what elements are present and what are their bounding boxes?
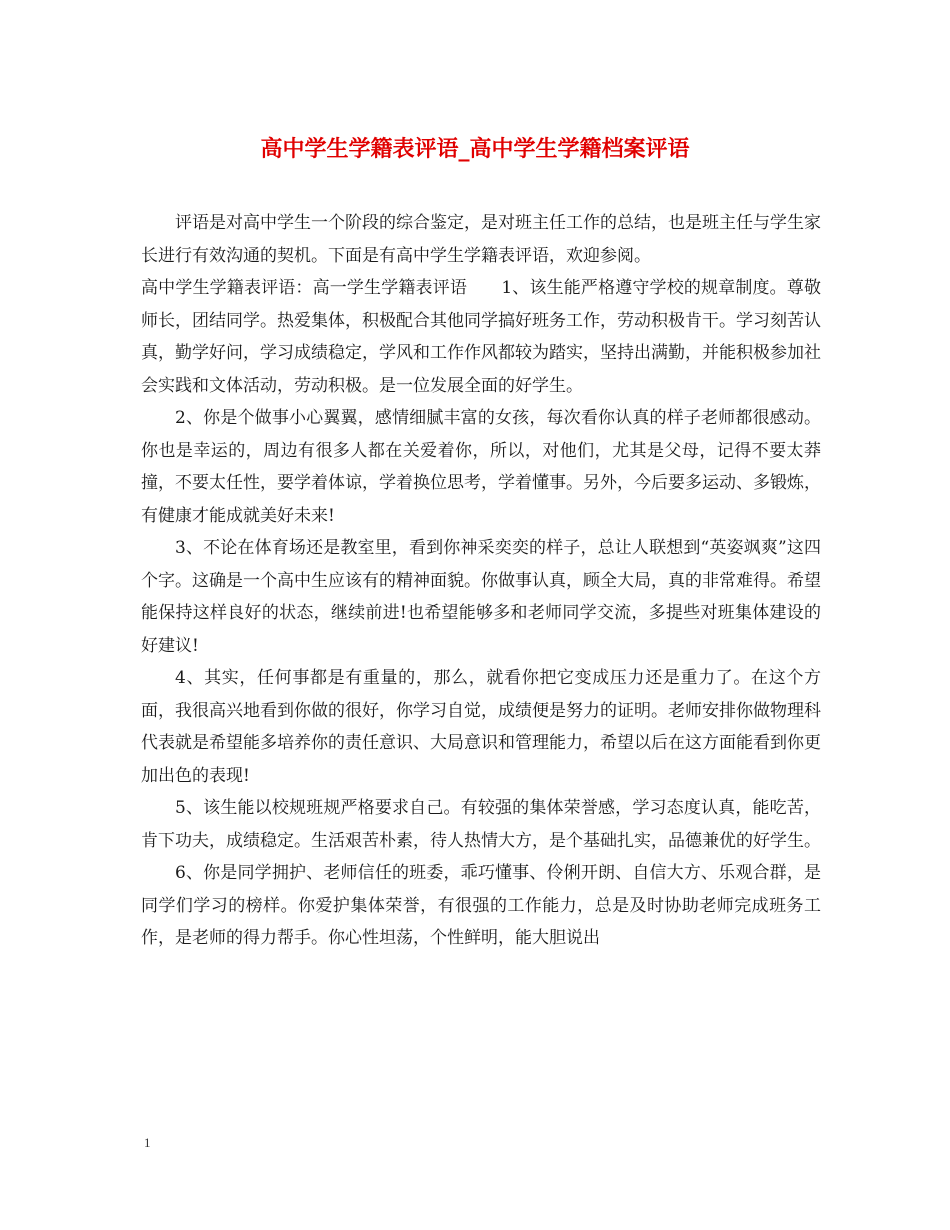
paragraph-2: 2、你是个做事小心翼翼，感情细腻丰富的女孩，每次看你认真的样子老师都很感动。你也是幸运的，周边有很多人都在关爱着你，所以，对他们，尤其是父母，记得不要太莽撞，不要太任性，要学着体谅，学着换位思考，学着懂事。另外，今后要多运动、多锻炼，有健康才能成就美好未来! [141,408,821,526]
paragraph-1: 高中学生学籍表评语：高一学生学籍表评语 1、该生能严格遵守学校的规章制度。尊敬师长，团结同学。热爱集体，积极配合其他同学搞好班务工作，劳动积极肯干。学习刻苦认真，勤学好问，学习成绩稳定，学风和工作作风都较为踏实，坚持出满勤，并能积极参加社会实践和文体活动，劳动积极。是一位发展全面的好学生。 [141,278,821,396]
document-body [141,207,821,955]
paragraph-3: 3、不论在体育场还是教室里，看到你神采奕奕的样子，总让人联想到“英姿飒爽”这四个字。这确是一个高中生应该有的精神面貌。你做事认真，顾全大局，真的非常难得。希望能保持这样良好的状态，继续前进!也希望能够多和老师同学交流，多提些对班集体建设的好建议! [141,538,821,656]
paragraph-5: 5、该生能以校规班规严格要求自己。有较强的集体荣誉感，学习态度认真，能吃苦，肯下功夫，成绩稳定。生活艰苦朴素，待人热情大方，是个基础扎实，品德兼优的好学生。 [141,798,821,851]
document-title: 高中学生学籍表评语_高中学生学籍档案评语 [260,136,690,162]
paragraph-6: 6、你是同学拥护、老师信任的班委，乖巧懂事、伶俐开朗、自信大方、乐观合群，是同学们学习的榜样。你爱护集体荣誉，有很强的工作能力，总是及时协助老师完成班务工作，是老师的得力帮手。你心性坦荡，个性鲜明，能大胆说出 [141,863,821,948]
page-number: 1 [144,1135,151,1150]
paragraph-intro: 评语是对高中学生一个阶段的综合鉴定，是对班主任工作的总结，也是班主任与学生家长进行有效沟通的契机。下面是有高中学生学籍表评语，欢迎参阅。 [141,213,821,266]
paragraph-4: 4、其实，任何事都是有重量的，那么，就看你把它变成压力还是重力了。在这个方面，我很高兴地看到你做的很好，你学习自觉，成绩便是努力的证明。老师安排你做物理科代表就是希望能多培养你的责任意识、大局意识和管理能力，希望以后在这方面能看到你更加出色的表现! [141,668,821,786]
